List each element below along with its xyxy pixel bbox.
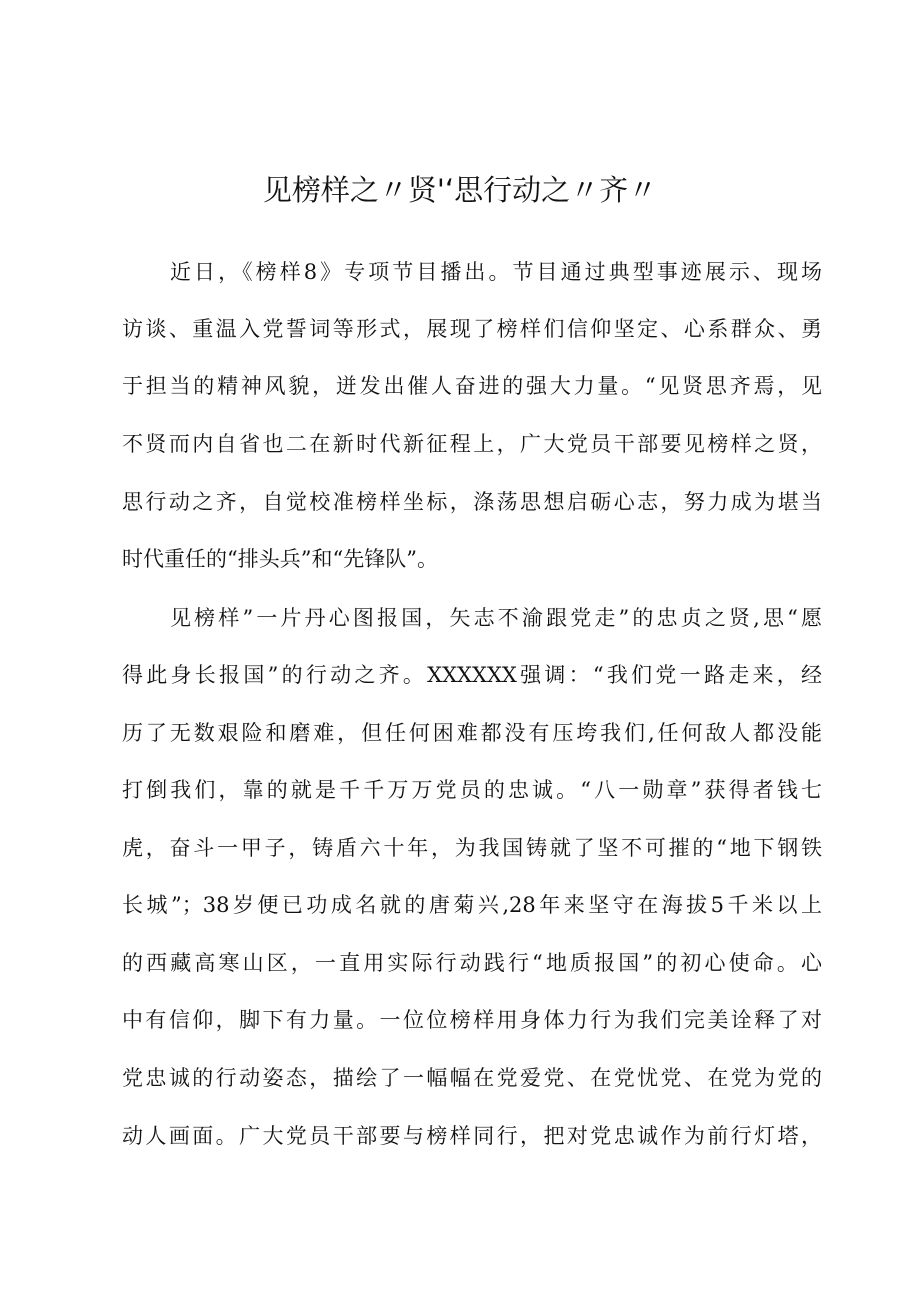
- paragraph-1-line-1: 近日，《榜样8》专项节目播出。节目通过典型事迹展示、现场: [170, 260, 822, 284]
- paragraph-2-line-4: 打倒我们，靠的就是千千万万党员的忠诚。“八一勋章”获得者钱七: [122, 778, 822, 802]
- paragraph-1-line-4: 不贤而内自省也二在新时代新征程上，广大党员干部要见榜样之贤，: [122, 432, 822, 456]
- paragraph-2-line-10: 动人画面。广大党员干部要与榜样同行，把对党忠诚作为前行灯塔，: [122, 1124, 822, 1148]
- paragraph-2-line-5: 虎，奋斗一甲子，铸盾六十年，为我国铸就了坚不可摧的“地下钢铁: [122, 836, 822, 860]
- document-title: 见榜样之〃贤'‘思行动之〃齐〃: [262, 173, 658, 207]
- paragraph-2-line-6: 长城”；38岁便已功成名就的唐菊兴,28年来坚守在海拔5千米以上: [122, 893, 822, 917]
- paragraph-2-line-9: 党忠诚的行动姿态，描绘了一幅幅在党爱党、在党忧党、在党为党的: [122, 1066, 822, 1090]
- paragraph-1-line-2: 访谈、重温入党誓词等形式，展现了榜样们信仰坚定、心系群众、勇: [122, 317, 822, 341]
- paragraph-2-line-7: 的西藏高寒山区，一直用实际行动践行“地质报国”的初心使命。心: [122, 951, 822, 975]
- paragraph-1-line-6: 时代重任的“排头兵”和“先锋队”。: [122, 547, 438, 571]
- paragraph-2-line-8: 中有信仰，脚下有力量。一位位榜样用身体力行为我们完美诠释了对: [122, 1008, 822, 1032]
- paragraph-1-line-5: 思行动之齐，自觉校准榜样坐标，涤荡思想启砺心志，努力成为堪当: [122, 490, 822, 514]
- paragraph-1-line-3: 于担当的精神风貌，迸发出催人奋进的强大力量。“见贤思齐焉，见: [122, 374, 822, 398]
- paragraph-2-line-3: 历了无数艰险和磨难，但任何困难都没有压垮我们,任何敌人都没能: [122, 721, 822, 745]
- paragraph-2-line-1: 见榜样”一片丹心图报国，矢志不渝跟党走”的忠贞之贤,思“愿: [170, 606, 822, 630]
- paragraph-2-line-2: 得此身长报国”的行动之齐。XXXXXX强调：“我们党一路走来，经: [122, 663, 822, 687]
